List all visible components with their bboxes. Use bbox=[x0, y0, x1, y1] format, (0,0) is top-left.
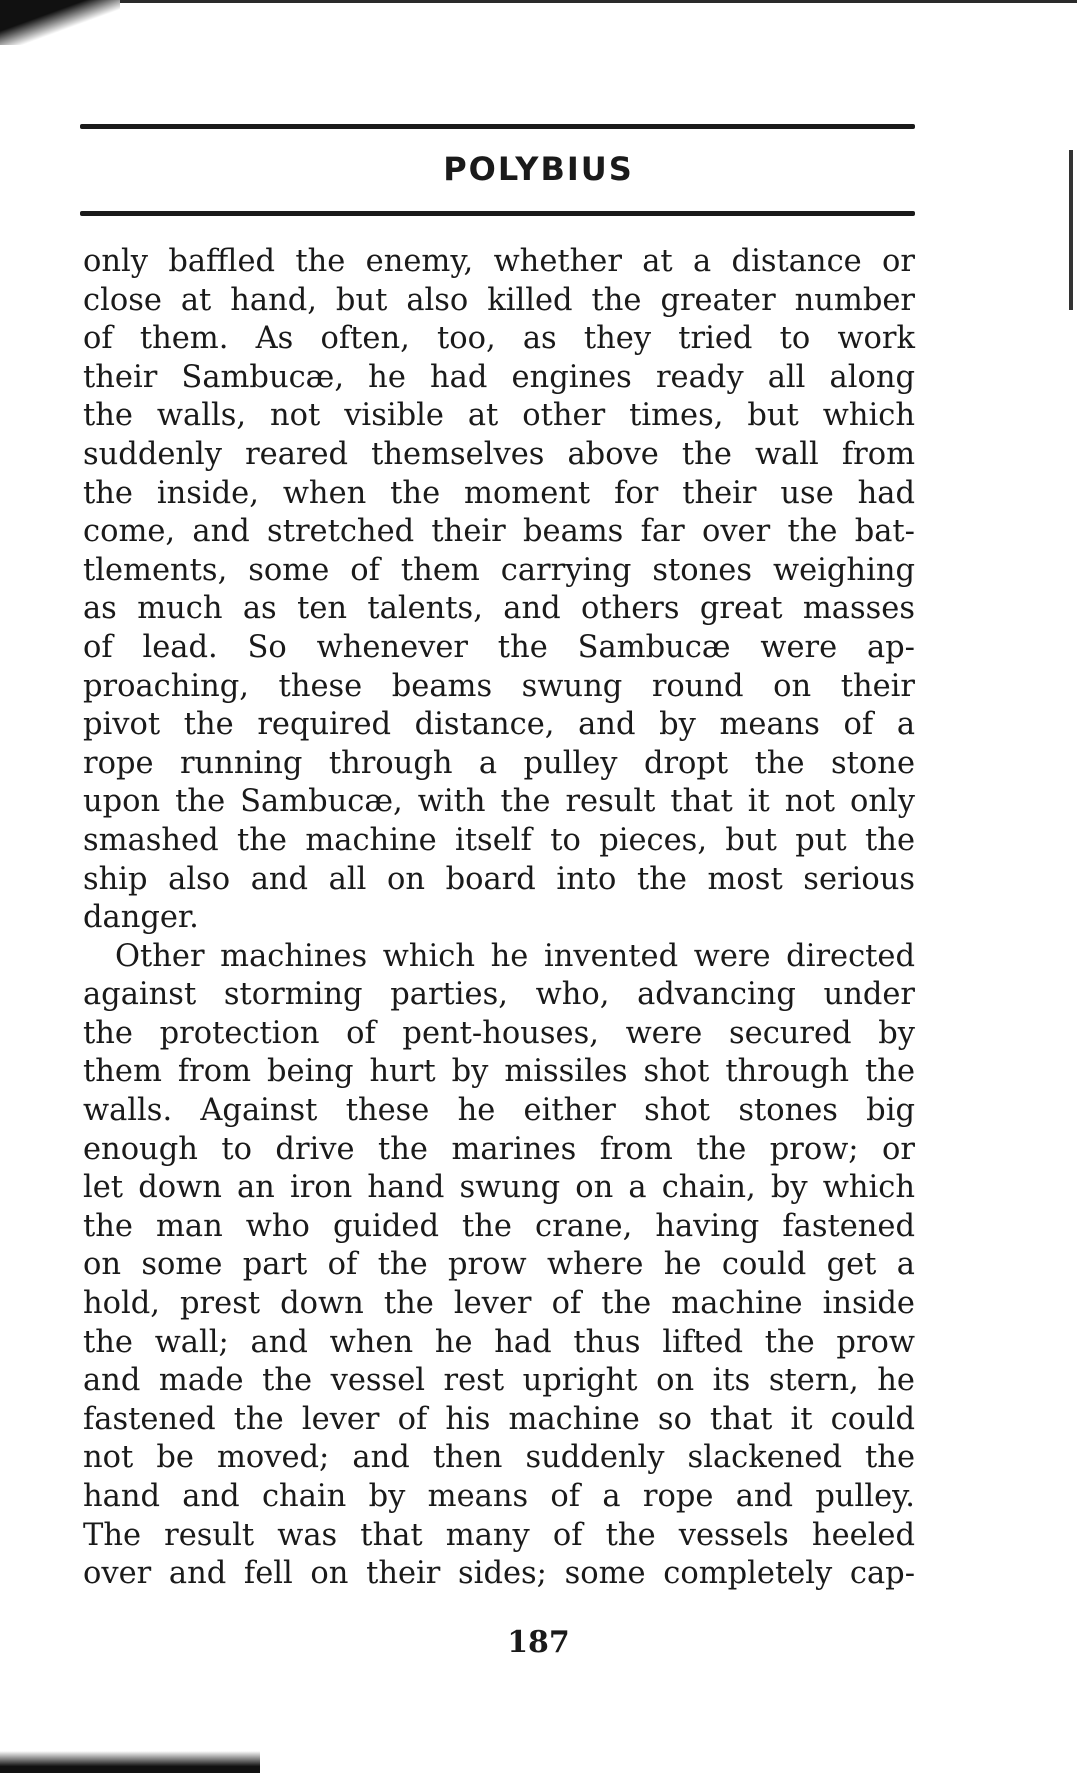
text-line: the man who guided the crane, having fastened bbox=[83, 1208, 915, 1244]
paragraph-start-line: Other machines which he invented were directed bbox=[115, 938, 915, 974]
text-line: the walls, not visible at other times, but which bbox=[83, 398, 915, 434]
text-line: against storming parties, who, advancing under bbox=[83, 977, 915, 1013]
page-number: 187 bbox=[507, 1625, 570, 1660]
text-line: close at hand, but also killed the greater number bbox=[83, 282, 915, 318]
page-corner-shadow bbox=[0, 0, 120, 45]
body-text bbox=[83, 243, 915, 1594]
text-line: smashed the machine itself to pieces, but put the bbox=[83, 822, 915, 858]
text-line: come, and stretched their beams far over the bat- bbox=[83, 514, 915, 550]
text-line: let down an iron hand swung on a chain, by which bbox=[83, 1170, 915, 1206]
text-line: walls. Against these he either shot stones big bbox=[83, 1093, 915, 1129]
text-line: proaching, these beams swung round on their bbox=[83, 668, 915, 704]
text-line: of lead. So whenever the Sambucæ were ap- bbox=[83, 629, 915, 665]
text-line: of them. As often, too, as they tried to work bbox=[83, 321, 915, 357]
text-line: fastened the lever of his machine so that it could bbox=[83, 1401, 915, 1437]
page-top-edge bbox=[120, 0, 1077, 3]
text-line: not be moved; and then suddenly slackened the bbox=[83, 1440, 915, 1476]
text-line: only baffled the enemy, whether at a distance or bbox=[83, 244, 915, 279]
header-rule-bottom bbox=[80, 211, 915, 216]
text-line: hand and chain by means of a rope and pulley. bbox=[83, 1479, 915, 1514]
page-bottom-shadow bbox=[0, 1751, 260, 1773]
text-line: tlements, some of them carrying stones weighing bbox=[83, 552, 915, 588]
text-line: on some part of the prow where he could get a bbox=[83, 1247, 915, 1283]
text-line: and made the vessel rest upright on its stern, he bbox=[83, 1363, 915, 1399]
text-line: suddenly reared themselves above the wall from bbox=[83, 436, 915, 472]
running-head: POLYBIUS bbox=[443, 150, 634, 188]
text-line: the wall; and when he had thus lifted the prow bbox=[83, 1324, 915, 1360]
text-line: as much as ten talents, and others great masses bbox=[83, 591, 915, 627]
header-rule-top bbox=[80, 124, 915, 129]
text-line: the inside, when the moment for their use had bbox=[83, 475, 915, 511]
text-line: upon the Sambucæ, with the result that it not only bbox=[83, 784, 915, 820]
text-line: over and fell on their sides; some completely cap- bbox=[83, 1556, 915, 1592]
text-line: pivot the required distance, and by means of a bbox=[83, 707, 915, 743]
text-line: The result was that many of the vessels heeled bbox=[83, 1517, 915, 1553]
text-line: them from being hurt by missiles shot through the bbox=[83, 1054, 915, 1090]
text-line: enough to drive the marines from the prow; or bbox=[83, 1131, 915, 1167]
text-line: ship also and all on board into the most serious bbox=[83, 861, 915, 897]
text-line: the protection of pent-houses, were secured by bbox=[83, 1015, 915, 1051]
paragraph-end-line: danger. bbox=[83, 900, 199, 936]
text-line: hold, prest down the lever of the machine inside bbox=[83, 1286, 915, 1322]
text-line: their Sambucæ, he had engines ready all along bbox=[83, 359, 915, 395]
text-line: rope running through a pulley dropt the stone bbox=[83, 745, 915, 781]
